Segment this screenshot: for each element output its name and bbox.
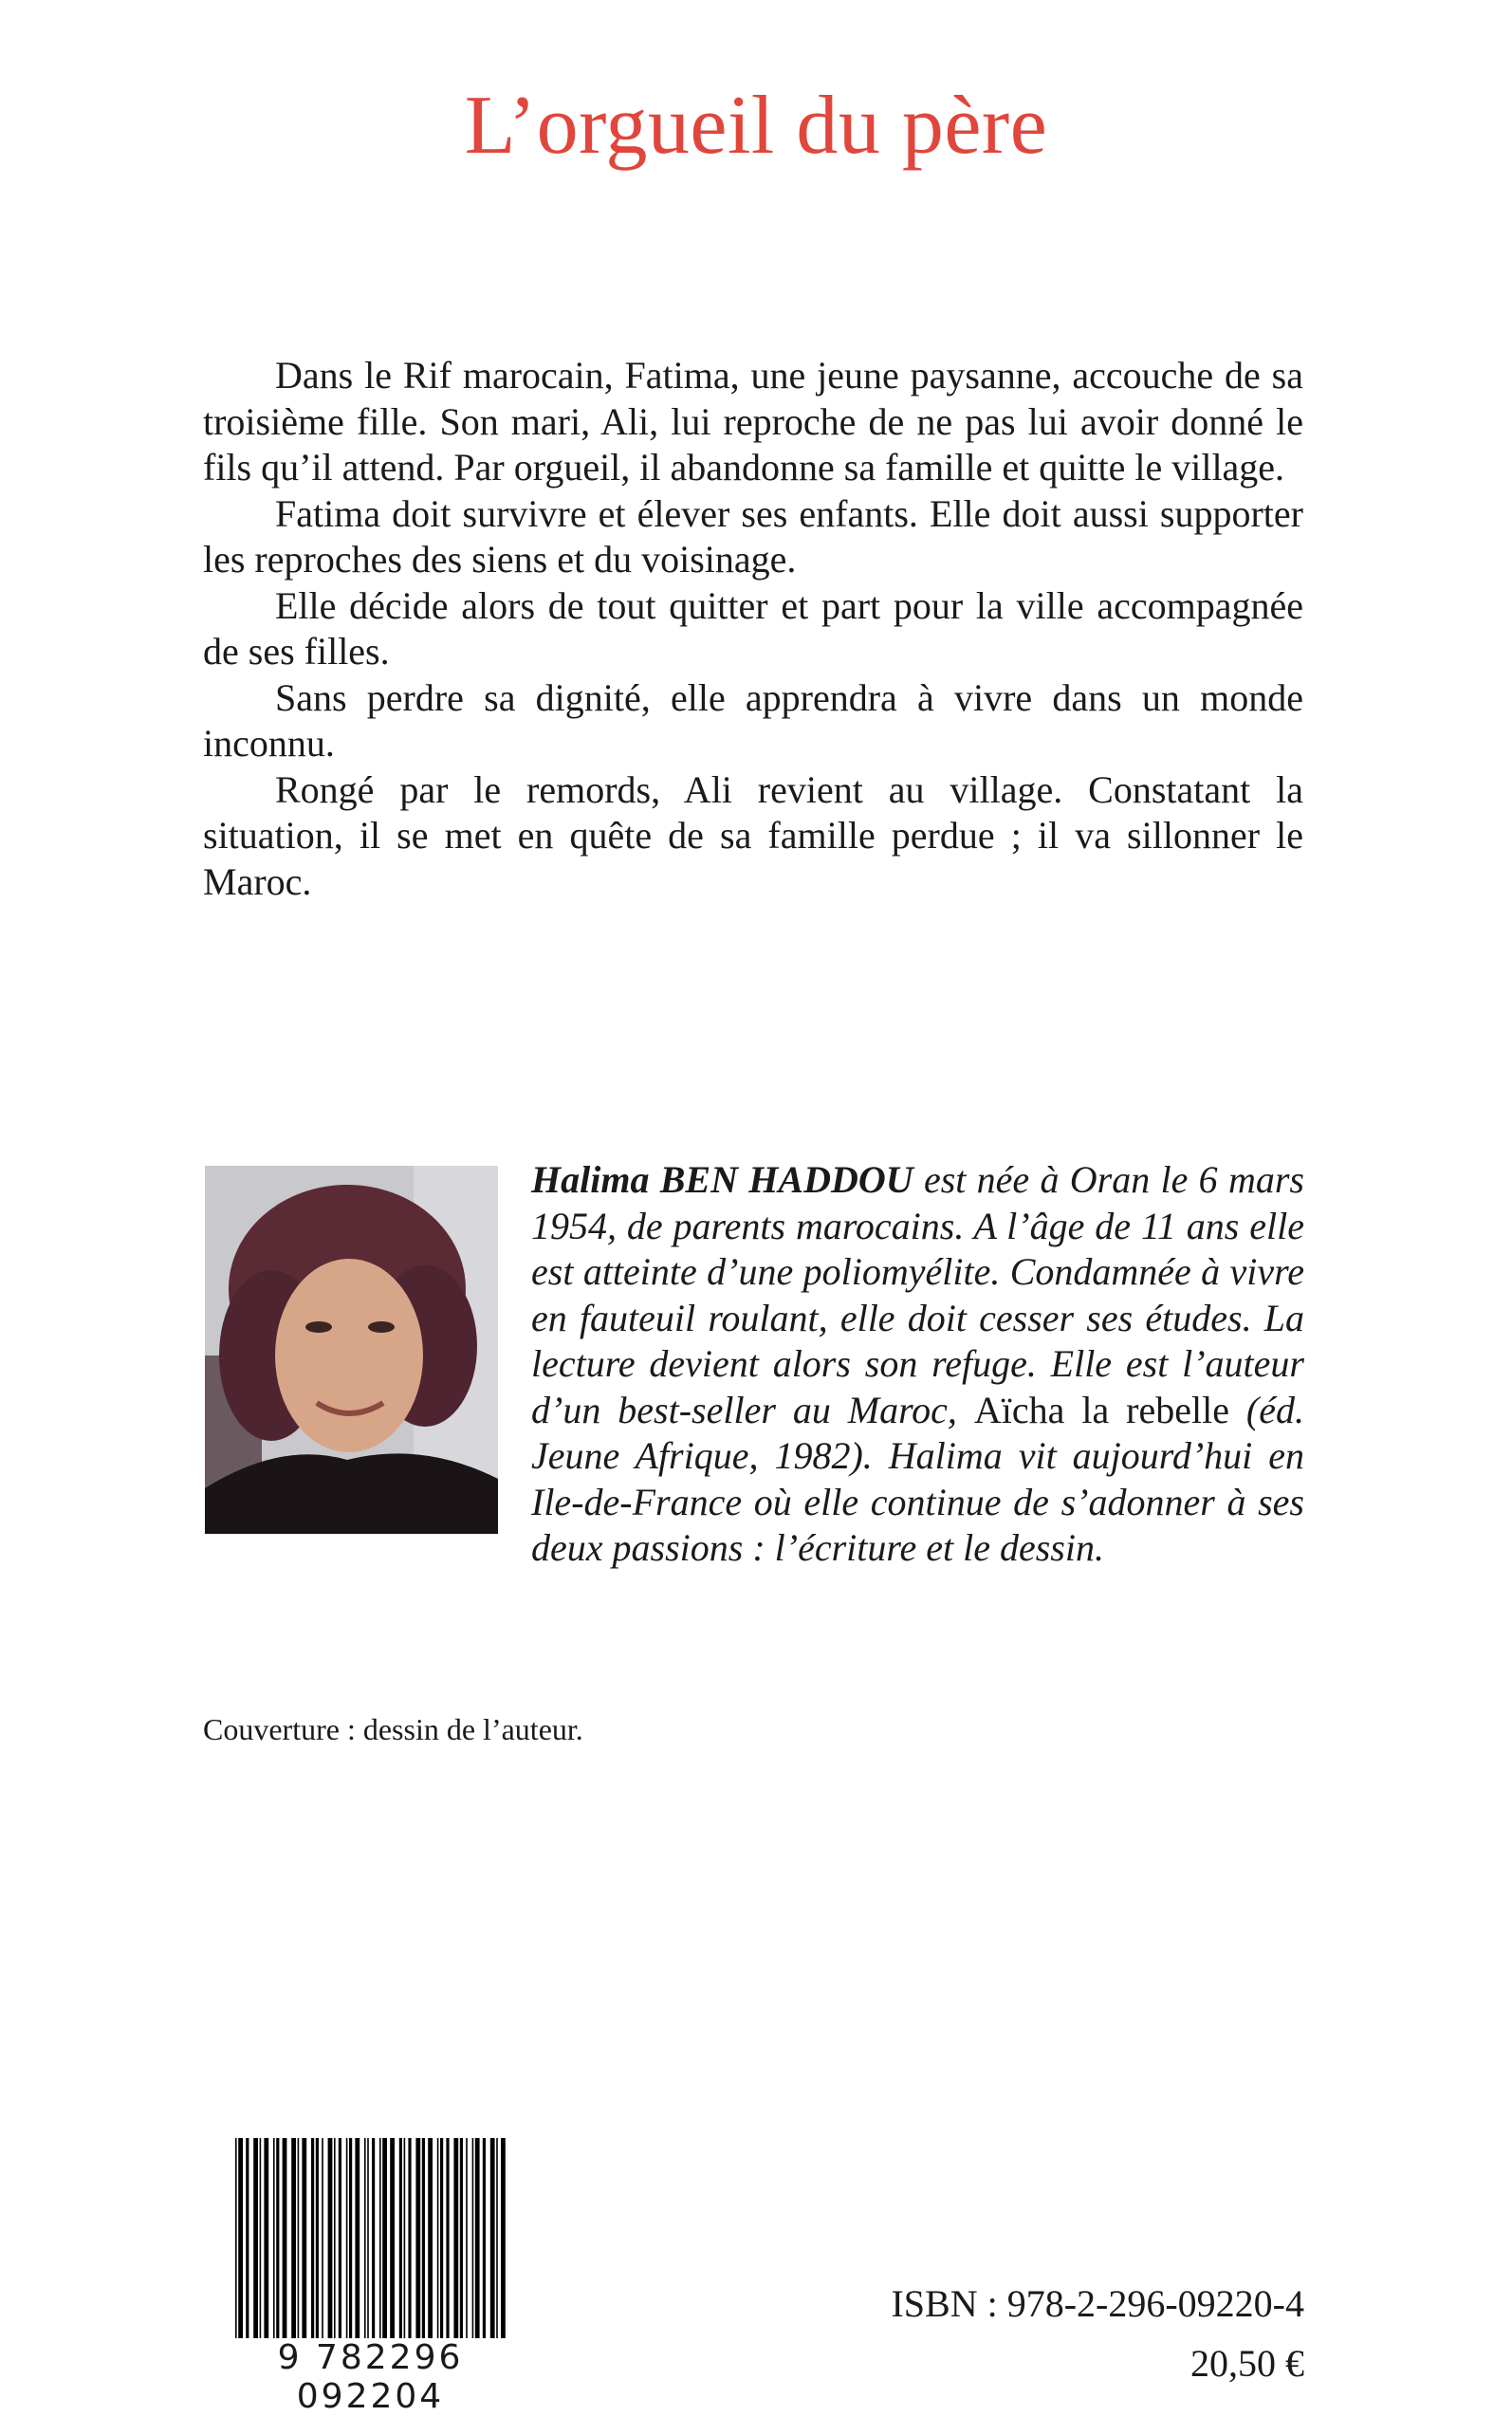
barcode-bar — [382, 2138, 387, 2351]
author-portrait-image — [205, 1166, 498, 1534]
barcode-bar — [483, 2138, 486, 2351]
barcode-bar — [379, 2138, 381, 2351]
barcode-bar — [260, 2138, 262, 2351]
barcode-bar — [334, 2138, 336, 2351]
barcode-bar — [346, 2138, 348, 2351]
cover-credit: Couverture : dessin de l’auteur. — [203, 1712, 583, 1746]
barcode-bar — [440, 2138, 443, 2351]
barcode-bar — [322, 2138, 323, 2351]
blurb-paragraph: Rongé par le remords, Ali revient au village. Constatant la situation, il se met en quête de sa famille perdue ; il va sillonner le Maroc. — [203, 767, 1303, 903]
blurb-paragraph: Elle décide alors de tout quitter et part pour la ville accompagnée de ses filles. — [203, 583, 1303, 673]
barcode-bar — [453, 2138, 458, 2351]
blurb-paragraph: Sans perdre sa dignité, elle apprendra à vivre dans un monde inconnu. — [203, 675, 1303, 765]
barcode-bar — [339, 2138, 341, 2351]
author-bio-text: est née à Oran le 6 mars 1954, de parents marocains. A l’âge de 11 ans elle est atteinte d’une poliomyélite. Condamnée à vivre en fauteuil roulant, elle doit cesser ses études. La lecture devient alors son refuge. Elle est l’auteur d’un best-seller au Maroc, — [531, 1158, 1304, 1431]
barcode-bar — [264, 2138, 268, 2351]
barcode-bar — [496, 2138, 498, 2351]
barcode-bar — [460, 2138, 463, 2351]
barcode-bar — [404, 2138, 406, 2351]
blurb-paragraph: Dans le Rif marocain, Fatima, une jeune paysanne, accouche de sa troisième fille. Son mari, Ali, lui reproche de ne pas lui avoir donné le fils qu’il attend. Par orgueil, il abandonne sa famille et quitte le village. — [203, 354, 1303, 489]
barcode-bar — [367, 2138, 369, 2351]
barcode-bar — [437, 2138, 439, 2351]
barcode-bar — [501, 2138, 506, 2351]
author-name: Halima BEN HADDOU — [531, 1158, 913, 1201]
barcode-number: 9 782296 092204 — [226, 2338, 515, 2416]
barcode-bar — [276, 2138, 279, 2351]
barcode-bar — [466, 2138, 468, 2351]
barcode-bar — [246, 2138, 249, 2351]
barcode-bar — [399, 2138, 402, 2351]
barcode-bar — [490, 2138, 495, 2351]
author-bio-text-end: (éd. Jeune Afrique, 1982). Halima vit aujourd’hui en Ile-de-France où elle continue de s’adonner à ses deux passions : l’écriture et le dessin. — [531, 1388, 1304, 1569]
barcode-bar — [355, 2138, 360, 2351]
author-bio — [531, 1157, 1304, 1572]
barcode-bar — [283, 2138, 287, 2351]
isbn: ISBN : 978-2-296-09220-4 — [891, 2282, 1304, 2325]
barcode-bar — [372, 2138, 375, 2351]
barcode-bar — [291, 2138, 296, 2351]
barcode-bar — [472, 2138, 474, 2351]
barcode-bar — [422, 2138, 425, 2351]
book-title: L’orgueil du père — [464, 80, 1048, 172]
price: 20,50 € — [1190, 2342, 1304, 2385]
barcode-bar — [390, 2138, 395, 2351]
blurb-paragraph: Fatima doit survivre et élever ses enfants. Elle doit aussi supporter les reproches des siens et du voisinage. — [203, 491, 1303, 581]
barcode-bar — [428, 2138, 433, 2351]
barcode-bar — [311, 2138, 314, 2351]
book-reference: Aïcha la rebelle — [973, 1388, 1229, 1431]
barcode-bar — [273, 2138, 275, 2351]
barcode-bar — [316, 2138, 319, 2351]
barcode-bar — [253, 2138, 258, 2351]
barcode-bar — [446, 2138, 449, 2351]
barcode-bar — [298, 2138, 300, 2351]
barcode-bar — [475, 2138, 480, 2351]
author-photo — [205, 1166, 498, 1534]
barcode-bar — [349, 2138, 352, 2351]
back-cover-blurb — [203, 353, 1303, 905]
barcode-bar — [328, 2138, 333, 2351]
barcode-bar — [364, 2138, 366, 2351]
barcode-bar — [302, 2138, 306, 2351]
